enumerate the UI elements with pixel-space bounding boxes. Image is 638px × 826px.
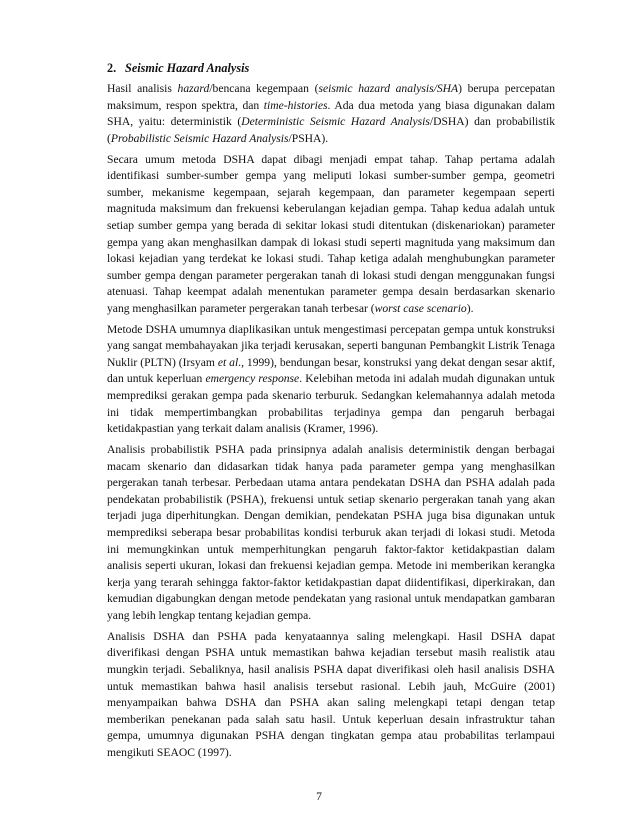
italic-text: hazard xyxy=(177,82,210,95)
text-run: Hasil analisis xyxy=(107,82,178,95)
italic-text: seismic hazard analysis/SHA xyxy=(318,82,459,95)
text-run: Analisis DSHA dan PSHA pada kenyataannya saling melengkapi. Hasil DSHA dapat diverifikasi dengan PSHA untuk memastikan bahwa kejadian tersebut masih realistik atau mungkin terjadi. Sebaliknya, hasil analisis PSHA dapat diverifikasi oleh hasil analisis DSHA untuk memastikan bahwa hasil analisis tersebut rasional. Lebih jauh, McGuire (2001) menyampaikan bahwa DSHA dan PSHA akan saling melengkapi tetapi dengan tetap memberikan penekanan pada salah satu hasil. Untuk keperluan desain infrastruktur tahan gempa, umumnya digunakan PSHA dengan tingkatan gempa atau probabilitas terlampaui mengikuti SEAOC (1997). xyxy=(107,629,555,759)
italic-text: et al xyxy=(217,355,239,369)
page-number: 7 xyxy=(316,790,322,803)
italic-text: time-histories xyxy=(263,98,328,112)
text-run: /PSHA). xyxy=(288,131,329,145)
paragraph xyxy=(107,152,555,318)
text-run: . Ada dua metoda yang biasa digunakan dalam SHA, yaitu: deterministik ( xyxy=(107,98,555,129)
document-page xyxy=(107,60,555,766)
text-run: ., 1999), bendungan besar, konstruksi yang dekat dengan sesar aktif, dan untuk keperluan xyxy=(107,355,555,386)
text-run: ). xyxy=(466,301,474,315)
paragraph xyxy=(107,629,555,762)
text-run: /DSHA) dan probabilistik ( xyxy=(107,115,556,145)
text-run: /bencana kegempaan ( xyxy=(209,82,319,95)
paragraph xyxy=(107,322,555,438)
text-run: Metode DSHA umumnya diaplikasikan untuk mengestimasi percepatan gempa untuk konstruksi yang sangat membahayakan jika terjadi kerusakan, seperti bangunan Pembangkit Listrik Tenaga Nuklir (PLTN) (Irsyam xyxy=(107,322,555,369)
italic-text: Probabilistic Seismic Hazard Analysis xyxy=(110,131,289,145)
text-run: Analisis probabilistik PSHA pada prinsipnya adalah analisis deterministik dengan berbagai macam skenario dan didasarkan tidak hanya pada parameter gempa yang menghasilkan pergerakan tanah terbesar. Perbedaan utama antara pendekatan DSHA dan PSHA adalah pada pendekatan probabilistik (PSHA), frekuensi untuk setiap skenario pergerakan tanah yang akan terjadi juga diperhitungkan. Dengan demikian, pendekatan PSHA juga bisa digunakan untuk memprediksi seberapa besar probabilitas kondisi terburuk akan terjadi di lokasi studi. Metoda ini memungkinkan untuk memperhitungkan pengaruh faktor-faktor ketidakpastian dalam analisis seperti ukuran, lokasi dan frekuensi kejadian gempa. Metode ini memberikan kerangka kerja yang terarah sehingga faktor-faktor ketidakpastian dapat diidentifikasi, diperkirakan, dan kemudian digabungkan dengan metode pendekatan yang rasional untuk mendapatkan gambaran yang lebih lengkap tentang kejadian gempa. xyxy=(107,443,555,622)
italic-text: worst case scenario xyxy=(374,301,467,315)
section-title: Seismic Hazard Analysis xyxy=(125,61,250,75)
italic-text: Deterministic Seismic Hazard Analysis xyxy=(241,115,430,129)
section-number: 2. xyxy=(107,61,117,75)
text-run: . Kelebihan metoda ini adalah mudah digunakan untuk memprediksi gerakan gempa pada skenario terburuk. Sedangkan kelemahannya adalah metoda ini tidak mempertimbangkan probabilitas terjadinya gempa dan pengaruh berbagai ketidakpastian yang terkait dalam analisis (Kramer, 1996). xyxy=(107,372,555,436)
section-heading xyxy=(107,60,555,77)
text-run: ) berupa percepatan maksimum, respon spektra, dan xyxy=(107,82,555,112)
text-run: Secara umum metoda DSHA dapat dibagi menjadi empat tahap. Tahap pertama adalah identifikasi sumber-sumber gempa yang meliputi lokasi sumber-sumber gempa, geometri sumber, mekanisme kegempaan, sejarah kegempaan, dan parameter kegempaan seperti magnituda maksimum dan frekuensi keberulangan kejadian gempa. Tahap kedua adalah untuk setiap sumber gempa yang berada di sekitar lokasi studi ditentukan (diskenariokan) parameter gempa yang akan menghasilkan dampak di lokasi studi seperti magnituda yang maksimum dan lokasi kejadian yang terdekat ke lokasi studi. Tahap ketiga adalah menghubungkan parameter sumber gempa dengan parameter pergerakan tanah di lokasi studi dengan menggunakan fungsi atenuasi. Tahap keempat adalah menentukan parameter gempa desain berdasarkan skenario yang menghasilkan parameter pergerakan tanah terbesar ( xyxy=(107,152,555,315)
paragraph xyxy=(107,81,555,147)
italic-text: emergency response xyxy=(205,372,300,386)
paragraph xyxy=(107,442,555,625)
